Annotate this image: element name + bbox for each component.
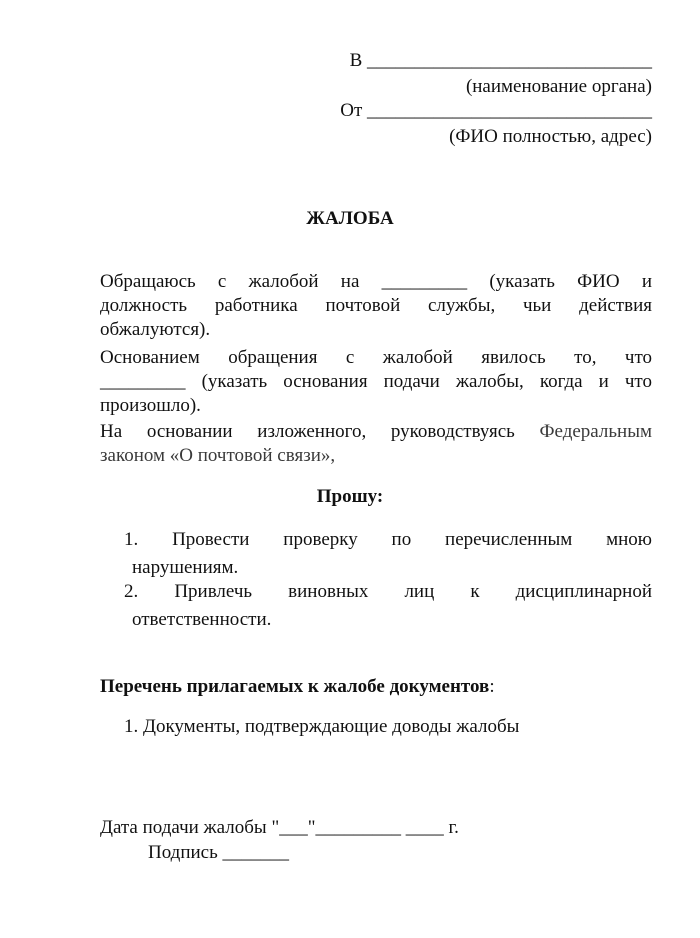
attachments-heading-colon: : (489, 676, 495, 697)
law-name: законом «О почтовой связи», (100, 445, 336, 466)
paragraph-line: Обращаюсь с жалобой на _________ (указать ФИО и (100, 271, 652, 292)
signature-line: Подпись _______ (148, 842, 290, 863)
paragraph-line: должность работника почтовой службы, чьи действия (100, 295, 652, 316)
attachments-heading (100, 676, 495, 698)
paragraph-line: обжалуются). (100, 319, 211, 340)
law-reference: Федеральным (539, 421, 652, 442)
list-item-line: ответственности. (132, 609, 272, 630)
paragraph-line: произошло). (100, 395, 201, 416)
paragraph-line: _________ (указать основания подачи жалобы, когда и что (100, 371, 652, 392)
paragraph-complaint-subject (100, 270, 652, 342)
paragraph-line (100, 420, 652, 444)
sender-caption: (ФИО полностью, адрес) (449, 126, 652, 147)
paragraph-legal-basis (100, 420, 652, 468)
attachment-item-1: 1. Документы, подтверждающие доводы жалобы (124, 716, 520, 737)
paragraph-complaint-grounds (100, 346, 652, 418)
attachments-heading-text: Перечень прилагаемых к жалобе документов (100, 676, 490, 697)
sender-line: От ______________________________ (340, 100, 652, 121)
paragraph-line: Основанием обращения с жалобой явилось то, что (100, 347, 652, 368)
paragraph-line-text: На основании изложенного, руководствуясь (100, 421, 515, 442)
request-heading: Прошу: (316, 486, 384, 507)
list-item-line: 1. Провести проверку по перечисленным мною (124, 529, 652, 550)
request-item-2 (124, 578, 652, 634)
list-item-line: 2. Привлечь виновных лиц к дисциплинарной (124, 581, 652, 602)
submission-date-line: Дата подачи жалобы "___"_________ ____ г. (100, 817, 459, 838)
recipient-caption: (наименование органа) (465, 76, 652, 97)
recipient-line: В ______________________________ (349, 50, 652, 71)
list-item-line: нарушениям. (132, 557, 239, 578)
document-title: ЖАЛОБА (306, 208, 394, 229)
request-item-1 (124, 526, 652, 582)
